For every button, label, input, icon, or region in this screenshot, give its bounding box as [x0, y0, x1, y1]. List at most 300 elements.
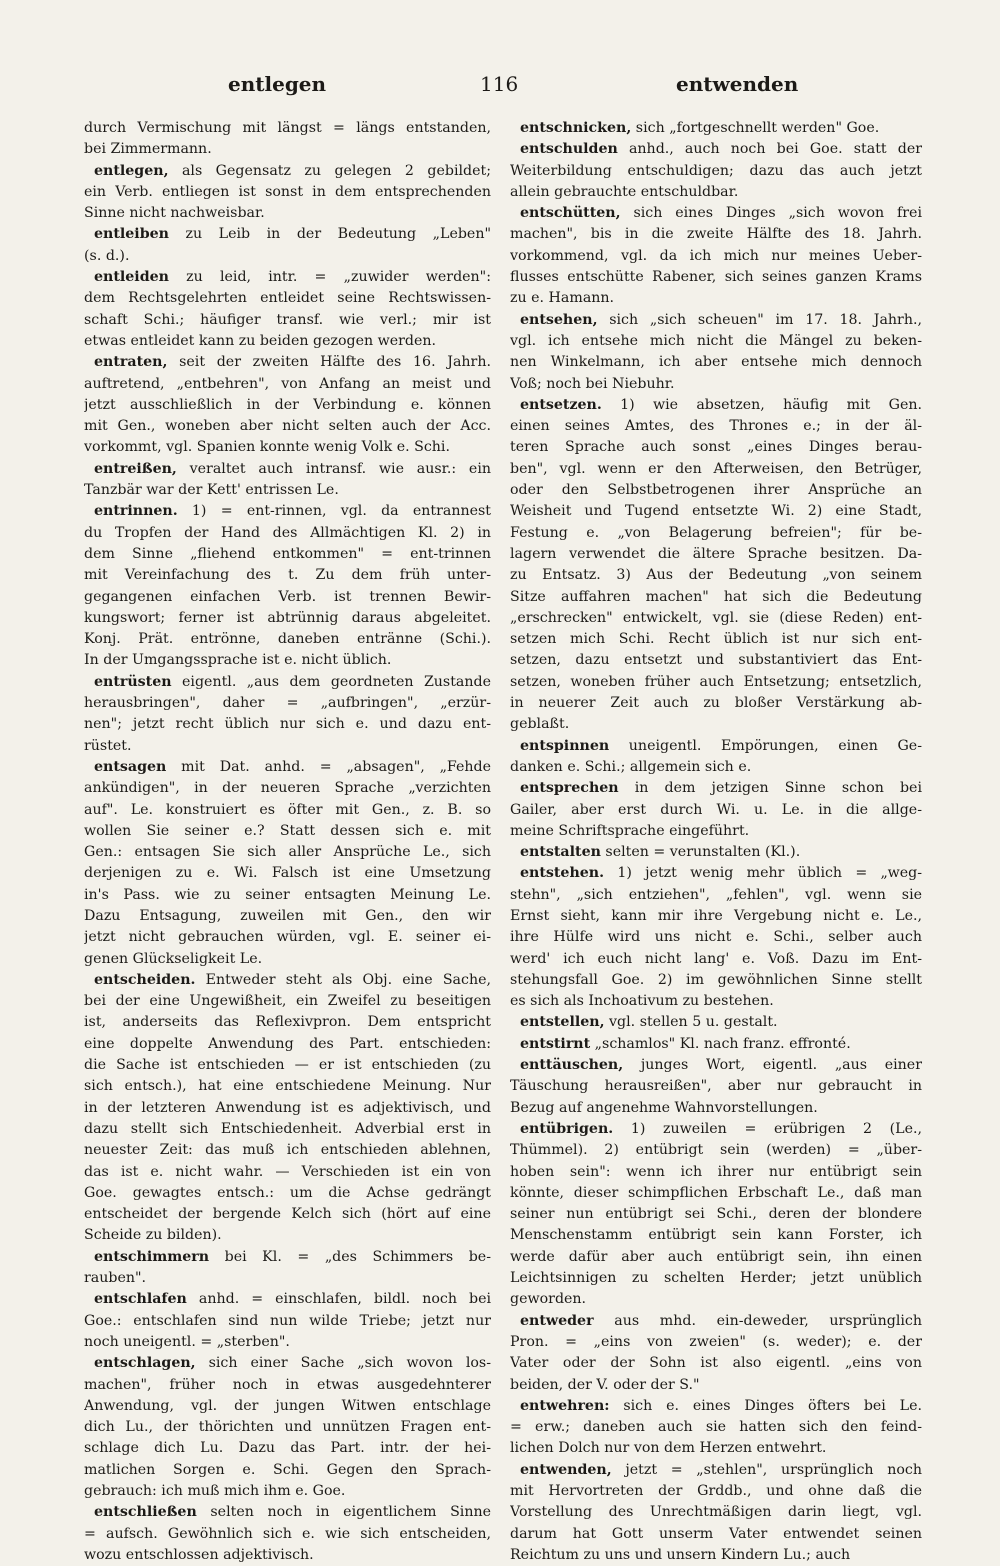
headword: enttäuschen,	[520, 1057, 624, 1074]
text-line	[510, 1162, 922, 1183]
entry-text: Täuschung herausreißen", aber nur gebraucht in	[510, 1078, 922, 1095]
entry-text: machen", bis in die zweite Hälfte des 18. Jahrh.	[510, 226, 922, 243]
entry-text: = erw.; daneben auch sie hatten sich den feind-	[510, 1419, 922, 1436]
entry-text: entscheidet der bergende Kelch sich (hört auf eine	[84, 1206, 491, 1223]
entry-text: geblaßt.	[510, 716, 570, 733]
entry-text: matlichen Sorgen e. Schi. Gegen den Sprach-	[84, 1461, 491, 1478]
text-line	[510, 800, 922, 821]
text-line	[84, 1481, 491, 1502]
headword: entsprechen	[520, 780, 619, 797]
entry-text: setzen, dazu entsetzt und substantiviert das Ent-	[510, 652, 922, 669]
text-line	[84, 182, 491, 203]
text-line	[84, 1353, 491, 1374]
text-line	[84, 714, 491, 735]
text-line	[84, 203, 491, 224]
text-line	[84, 1204, 491, 1225]
entry-text: vgl. stellen 5 u. gestalt.	[604, 1014, 778, 1031]
text-line	[510, 139, 922, 160]
text-line	[510, 1502, 922, 1523]
entry-text: Sinne nicht nachweisbar.	[84, 205, 265, 222]
text-line	[510, 331, 922, 352]
text-line	[84, 1268, 491, 1289]
entry-text: nen Winkelmann, ich aber entsehe mich dennoch	[510, 354, 922, 371]
text-line	[84, 161, 491, 182]
text-line	[84, 310, 491, 331]
text-line	[510, 970, 922, 991]
text-line	[510, 821, 922, 842]
entry-text: Gen.: entsagen Sie sich aller Ansprüche Le., sich	[84, 844, 491, 861]
text-line	[84, 821, 491, 842]
text-line	[84, 544, 491, 565]
text-line	[510, 1119, 922, 1140]
text-line	[84, 927, 491, 948]
headword: entscheiden.	[94, 971, 196, 988]
text-line	[510, 1076, 922, 1097]
entry-text: Weisheit und Tugend entsetzte Wi. 2) eine Stadt,	[510, 503, 922, 520]
entry-text: allein gebrauchte entschuldbar.	[510, 183, 739, 200]
entry-text: In der Umgangssprache ist e. nicht üblich.	[84, 652, 392, 669]
text-line	[84, 1524, 491, 1545]
headword: entstehen.	[520, 865, 605, 882]
text-line	[84, 778, 491, 799]
entry-text: Gailer, aber erst durch Wi. u. Le. in die allge-	[510, 801, 922, 818]
text-line	[510, 1375, 922, 1396]
text-line	[510, 352, 922, 373]
text-line	[510, 1183, 922, 1204]
text-line	[510, 587, 922, 608]
headword: entschulden	[520, 141, 618, 158]
entry-text: du Tropfen der Hand des Allmächtigen Kl. 2) in	[84, 524, 491, 541]
text-line	[84, 863, 491, 884]
text-line	[510, 1481, 922, 1502]
text-line	[84, 1098, 491, 1119]
text-line	[510, 885, 922, 906]
entry-text: noch uneigentl. = „sterben".	[84, 1333, 290, 1350]
text-line	[84, 757, 491, 778]
text-line	[84, 672, 491, 693]
text-line	[84, 437, 491, 458]
text-line	[510, 501, 922, 522]
text-line	[84, 118, 491, 139]
entry-text: veraltet auch intransf. wie ausr.: ein	[176, 460, 491, 477]
text-line	[84, 970, 491, 991]
entry-text: (s. d.).	[84, 247, 130, 264]
entry-text: in neuerer Zeit auch zu bloßer Verstärkung ab-	[510, 695, 922, 712]
text-line	[84, 1332, 491, 1353]
text-line	[510, 1438, 922, 1459]
entry-text: setzen mich Schi. Recht üblich ist nur sich ent-	[510, 631, 922, 648]
entry-text: „schamlos" Kl. nach franz. effronté.	[590, 1035, 851, 1052]
entry-text: Pron. = „eins von zweien" (s. weder); e. der	[510, 1333, 922, 1350]
entry-text: lichen Dolch nur von dem Herzen entwehrt.	[510, 1440, 827, 1457]
text-line	[84, 139, 491, 160]
entry-text: stehungsfall Goe. 2) im gewöhnlichen Sinne stellt	[510, 971, 922, 988]
entry-text: sich entsch.), hat eine entschiedene Meinung. Nur	[84, 1078, 491, 1095]
entry-text: Thümmel). 2) entübrigt sein (werden) = „über-	[510, 1142, 922, 1159]
text-line	[84, 1396, 491, 1417]
entry-text: ihre Hülfe wird uns nicht e. Schi., selber auch	[510, 929, 922, 946]
entry-text: 1) = ent-rinnen, vgl. da entrannest	[177, 503, 491, 520]
entry-text: sich eines Dinges „sich wovon frei	[620, 205, 922, 222]
entry-text: die Sache ist entschieden — er ist entschieden (zu	[84, 1057, 491, 1074]
entry-text: Leichtsinnigen zu schelten Herder; jetzt unüblich	[510, 1270, 922, 1287]
entry-text: derjenigen zu e. Wi. Falsch ist eine Umsetzung	[84, 865, 491, 882]
text-line	[84, 1375, 491, 1396]
headword: entschimmern	[94, 1248, 210, 1265]
text-line	[510, 927, 922, 948]
entry-text: Festung e. „von Belagerung befreien"; für be-	[510, 524, 922, 541]
entry-text: in der letzteren Anwendung ist es adjektivisch, und	[84, 1099, 491, 1116]
entry-text: schaft Schi.; häufiger transf. wie verl.; mir ist	[84, 311, 491, 328]
entry-text: auftretend, „entbehren", von Anfang an meist und	[84, 375, 491, 392]
entry-text: Tanzbär war der Kett' entrissen Le.	[84, 482, 339, 499]
entry-text: Weiterbildung entschuldigen; dazu das auch jetzt	[510, 162, 922, 179]
entry-text: Anwendung, vgl. der jungen Witwen entschlage	[84, 1397, 491, 1414]
text-line	[84, 1417, 491, 1438]
entry-text: zu Entsatz. 3) Aus der Bedeutung „von seinem	[510, 567, 922, 584]
text-line	[84, 885, 491, 906]
entry-text: durch Vermischung mit längst = längs entstanden,	[84, 120, 491, 136]
text-line	[84, 1460, 491, 1481]
text-line	[84, 1225, 491, 1246]
entry-text: Bezug auf angenehme Wahnvorstellungen.	[510, 1099, 818, 1116]
entry-text: oder den Selbstbetrogenen ihrer Ansprüche an	[510, 482, 922, 499]
text-line	[510, 1225, 922, 1246]
text-line	[84, 395, 491, 416]
text-line	[510, 565, 922, 586]
text-line	[84, 501, 491, 522]
text-line	[510, 395, 922, 416]
text-line	[510, 288, 922, 309]
text-line	[510, 1332, 922, 1353]
text-line	[84, 331, 491, 352]
entry-text: neuester Zeit: das muß ich entschieden ablehnen,	[84, 1142, 491, 1159]
text-line	[84, 693, 491, 714]
text-line	[510, 523, 922, 544]
entry-text: anhd. = einschlafen, bildl. noch bei	[186, 1291, 491, 1308]
text-line	[510, 118, 922, 139]
text-line	[510, 374, 922, 395]
text-line	[510, 1289, 922, 1310]
text-line	[510, 949, 922, 970]
text-line	[84, 736, 491, 757]
text-line	[510, 1268, 922, 1289]
text-line	[84, 224, 491, 245]
entry-text: vgl. ich entsehe mich nicht die Mängel zu beken-	[510, 332, 922, 349]
text-line	[510, 906, 922, 927]
entry-text: bei der eine Ungewißheit, ein Zweifel zu beseitigen	[84, 993, 491, 1010]
entry-text: beiden, der V. oder der S."	[510, 1376, 700, 1393]
entry-text: Dazu Entsagung, zuweilen mit Gen., den wir	[84, 907, 491, 924]
text-line	[84, 1140, 491, 1161]
entry-text: flusses entschütte Rabener, sich seines ganzen Krams	[510, 269, 922, 286]
entry-text: selten = verunstalten (Kl.).	[600, 844, 801, 861]
header-right-catchword: entwenden	[676, 72, 799, 96]
entry-text: Vorstellung des Unrechtmäßigen darin liegt, vgl.	[510, 1504, 922, 1521]
text-line	[84, 416, 491, 437]
entry-text: 1) wie absetzen, häufig mit Gen.	[601, 396, 922, 413]
text-line	[510, 203, 922, 224]
text-line	[510, 1034, 922, 1055]
entry-text: dazu stellt sich Entschiedenheit. Adverbial erst in	[84, 1120, 491, 1137]
headword: entstirnt	[520, 1035, 591, 1052]
entry-text: jetzt ausschließlich in der Verbindung e. können	[84, 396, 491, 413]
text-line	[84, 629, 491, 650]
entry-text: meine Schriftsprache eingeführt.	[510, 822, 750, 839]
entry-text: sich einer Sache „sich wovon los-	[195, 1355, 491, 1372]
entry-text: gebrauch: ich muß mich ihm e. Goe.	[84, 1483, 346, 1499]
entry-text: mit Hervortreten der Grddb., und ohne daß die	[510, 1483, 922, 1499]
text-line	[510, 1140, 922, 1161]
text-line	[510, 224, 922, 245]
entry-text: sich „sich scheuen" im 17. 18. Jahrh.,	[597, 311, 922, 328]
entry-text: es sich als Inchoativum zu bestehen.	[510, 993, 774, 1010]
text-line	[84, 1119, 491, 1140]
text-line	[510, 629, 922, 650]
entry-text: setzen, woneben früher auch Entsetzung; entsetzlich,	[510, 673, 922, 690]
headword: entstalten	[520, 844, 601, 861]
entry-text: kungswort; ferner ist abtrünnig daraus abgeleitet.	[84, 609, 491, 626]
text-line	[510, 714, 922, 735]
text-line	[84, 565, 491, 586]
entry-text: ein Verb. entliegen ist sonst in dem entsprechenden	[84, 183, 491, 200]
entry-text: in dem jetzigen Sinne schon bei	[618, 780, 922, 797]
entry-text: dem Rechtsgelehrten entleidet seine Rechtswissen-	[84, 290, 491, 307]
text-line	[510, 246, 922, 267]
text-line	[510, 267, 922, 288]
entry-text: herausbringen", daher = „aufbringen", „erzür-	[84, 695, 491, 712]
entry-text: Vater oder der Sohn ist also eigentl. „eins von	[510, 1355, 922, 1372]
page-number: 116	[480, 72, 519, 96]
text-line	[84, 288, 491, 309]
text-line	[84, 1311, 491, 1332]
text-line	[84, 906, 491, 927]
text-line	[84, 267, 491, 288]
headword: entreißen,	[94, 460, 177, 477]
text-line	[84, 1012, 491, 1033]
text-line	[84, 991, 491, 1012]
text-line	[510, 1524, 922, 1545]
entry-text: werd' ich euch nicht lang' e. Voß. Dazu im Ent-	[510, 950, 922, 967]
entry-text: uneigentl. Empörungen, einen Ge-	[609, 737, 922, 754]
entry-text: wollen Sie seiner e.? Statt dessen sich e. mit	[84, 822, 491, 839]
text-line	[510, 1353, 922, 1374]
headword: entschütten,	[520, 205, 621, 222]
entry-text: zu leid, intr. = „zuwider werden":	[168, 269, 491, 286]
entry-text: 1) jetzt wenig mehr üblich = „weg-	[604, 865, 922, 882]
text-line	[510, 1204, 922, 1225]
headword: entübrigen.	[520, 1120, 614, 1137]
text-line	[510, 757, 922, 778]
text-line	[510, 1311, 922, 1332]
entry-text: auf". Le. konstruiert es öfter mit Gen., z. B. so	[84, 801, 491, 818]
text-line	[510, 1055, 922, 1076]
text-line	[84, 246, 491, 267]
entry-text: bei Kl. = „des Schimmers be-	[209, 1248, 491, 1265]
text-line	[510, 1396, 922, 1417]
text-line	[510, 1417, 922, 1438]
entry-text: hoben sein": wenn ich ihrer nur entübrigt sein	[510, 1163, 922, 1180]
entry-text: eigentl. „aus dem geordneten Zustande	[171, 673, 491, 690]
entry-text: stehn", „sich entziehen", „fehlen", vgl. wenn sie	[510, 886, 922, 903]
entry-text: Voß; noch bei Niebuhr.	[510, 375, 675, 392]
entry-text: jetzt nicht gebrauchen würden, vgl. E. seiner ei-	[84, 929, 491, 946]
text-line	[84, 1055, 491, 1076]
text-line	[84, 1438, 491, 1459]
headword: entschlagen,	[94, 1355, 196, 1372]
headword: entweder	[520, 1312, 594, 1329]
entry-text: zu Leib in der Bedeutung „Leben"	[168, 226, 491, 243]
entry-text: vorkommend, vgl. da ich mich nur meines Ueber-	[510, 247, 922, 264]
text-line	[510, 182, 922, 203]
text-line	[84, 1502, 491, 1523]
text-line	[84, 608, 491, 629]
entry-text: machen", früher noch in etwas ausgedehnterer	[84, 1376, 491, 1393]
entry-text: mit Gen., woneben aber nicht selten auch der Acc.	[84, 418, 491, 435]
entry-text: könnte, dieser schimpflichen Erbschaft Le., daß man	[510, 1184, 922, 1201]
entry-text: Goe.: entschlafen sind nun wilde Triebe; jetzt nur	[84, 1312, 491, 1329]
text-line	[510, 1247, 922, 1268]
entry-text: gegangenen einfachen Verb. ist trennen Bewir-	[84, 588, 491, 605]
entry-text: bei Zimmermann.	[84, 141, 212, 158]
text-line	[84, 459, 491, 480]
text-line	[510, 842, 922, 863]
text-line	[510, 1545, 922, 1566]
entry-text: Entweder steht als Obj. eine Sache,	[195, 971, 491, 988]
text-line	[84, 949, 491, 970]
text-line	[84, 374, 491, 395]
headword: entwehren:	[520, 1397, 610, 1414]
headword: entrinnen.	[94, 503, 178, 520]
text-line	[84, 1545, 491, 1566]
headword: entstellen,	[520, 1014, 605, 1031]
headword: entlegen,	[94, 162, 169, 179]
text-line	[84, 1289, 491, 1310]
headword: entsehen,	[520, 311, 598, 328]
text-line	[510, 161, 922, 182]
entry-text: lagern verwendet die ältere Sprache besitzen. Da-	[510, 545, 922, 562]
text-line	[84, 650, 491, 671]
entry-text: Menschenstamm entübrigt sein kann Forster, ich	[510, 1227, 922, 1244]
entry-text: teren Sprache auch sonst „eines Dinges berau-	[510, 439, 922, 456]
entry-text: seiner nun entübrigt sei Schi., deren der blondere	[510, 1206, 922, 1223]
text-line	[510, 608, 922, 629]
headword: entleiben	[94, 226, 169, 243]
text-line	[510, 736, 922, 757]
text-line	[84, 800, 491, 821]
entry-text: danken e. Schi.; allgemein sich e.	[510, 758, 752, 775]
text-line	[84, 1034, 491, 1055]
entry-text: anhd., auch noch bei Goe. statt der	[617, 141, 922, 158]
text-line	[84, 1183, 491, 1204]
entry-text: rauben".	[84, 1270, 147, 1287]
entry-text: mit Dat. anhd. = „absagen", „Fehde	[166, 758, 491, 775]
text-line	[510, 544, 922, 565]
text-line	[510, 650, 922, 671]
headword: entschnicken,	[520, 120, 632, 136]
entry-text: „erschrecken" entwickelt, vgl. sie (diese Reden) ent-	[510, 609, 922, 626]
running-header	[0, 72, 1000, 102]
text-line	[84, 523, 491, 544]
entry-text: zu e. Hamann.	[510, 290, 615, 307]
headword: entraten,	[94, 354, 168, 371]
text-line	[510, 416, 922, 437]
entry-text: etwas entleidet kann zu beiden gezogen werden.	[84, 332, 437, 349]
entry-text: Konj. Prät. entrönne, daneben entränne (Schi.).	[84, 631, 491, 648]
entry-text: Scheide zu bilden).	[84, 1227, 222, 1244]
entry-text: schlage dich Lu. Dazu das Part. intr. der hei-	[84, 1440, 491, 1457]
entry-text: Reichtum zu uns und unsern Kindern Lu.; auch	[510, 1546, 851, 1563]
entry-text: Sitze auffahren machen" hat sich die Bedeutung	[510, 588, 922, 605]
headword: entsetzen.	[520, 396, 602, 413]
entry-text: ist, anderseits das Reflexivpron. Dem entspricht	[84, 1014, 491, 1031]
text-line	[510, 1098, 922, 1119]
entry-text: rüstet.	[84, 737, 132, 754]
text-line	[510, 480, 922, 501]
entry-text: darum hat Gott unserm Vater entwendet seinen	[510, 1525, 922, 1542]
text-line	[510, 1012, 922, 1033]
text-line	[510, 863, 922, 884]
text-line	[84, 480, 491, 501]
text-line	[84, 352, 491, 373]
entry-text: sich e. eines Dinges öfters bei Le.	[609, 1397, 922, 1414]
entry-text: dich Lu., der thörichten und unnützen Fragen ent-	[84, 1419, 491, 1436]
text-line	[510, 1460, 922, 1481]
entry-text: in's Pass. wie zu seiner entsagten Meinung Le.	[84, 886, 491, 903]
text-line	[510, 672, 922, 693]
entry-text: geworden.	[510, 1291, 587, 1308]
entry-text: dem Sinne „fliehend entkommen" = ent-trinnen	[84, 545, 491, 562]
headword: entspinnen	[520, 737, 610, 754]
text-line	[510, 310, 922, 331]
entry-text: Ernst sieht, kann mir ihre Vergebung nicht e. Le.,	[510, 907, 922, 924]
entry-text: Goe. gewagtes entsch.: um die Achse gedrängt	[84, 1184, 491, 1201]
text-line	[84, 1247, 491, 1268]
text-line	[510, 778, 922, 799]
headword: entrüsten	[94, 673, 172, 690]
entry-text: jetzt = „stehlen", ursprünglich noch	[611, 1461, 922, 1478]
entry-text: nen"; jetzt recht üblich nur sich e. und dazu ent-	[84, 716, 491, 733]
entry-text: werde dafür aber auch entübrigt sein, ihn einen	[510, 1248, 922, 1265]
entry-text: als Gegensatz zu gelegen 2 gebildet;	[168, 162, 491, 179]
entry-text: genen Glückseligkeit Le.	[84, 950, 263, 967]
entry-text: aus mhd. ein-deweder, ursprünglich	[593, 1312, 922, 1329]
right-column	[510, 118, 922, 1566]
headword: entschlafen	[94, 1291, 187, 1308]
entry-text: = aufsch. Gewöhnlich sich e. wie sich entscheiden,	[84, 1525, 491, 1542]
entry-text: seit der zweiten Hälfte des 16. Jahrh.	[167, 354, 491, 371]
entry-text: sich „fortgeschnellt werden" Goe.	[631, 120, 880, 136]
entry-text: vorkommt, vgl. Spanien konnte wenig Volk e. Schi.	[84, 439, 450, 456]
text-line	[510, 459, 922, 480]
text-line	[510, 437, 922, 458]
entry-text: junges Wort, eigentl. „aus einer	[623, 1057, 922, 1074]
entry-text: mit Vereinfachung des t. Zu dem früh unter-	[84, 567, 491, 584]
entry-text: wozu entschlossen adjektivisch.	[84, 1546, 314, 1563]
text-line	[84, 1076, 491, 1097]
text-line	[510, 991, 922, 1012]
entry-text: 1) zuweilen = erübrigen 2 (Le.,	[613, 1120, 922, 1137]
text-line	[84, 587, 491, 608]
entry-text: ben", vgl. wenn er den Afterweisen, den Betrüger,	[510, 460, 922, 477]
entry-text: einen seines Amtes, des Thrones e.; in der äl-	[510, 418, 922, 435]
text-line	[84, 1162, 491, 1183]
headword: entschließen	[94, 1504, 197, 1521]
headword: entleiden	[94, 269, 169, 286]
entry-text: eine doppelte Anwendung des Part. entschieden:	[84, 1035, 491, 1052]
text-line	[510, 693, 922, 714]
text-line	[84, 842, 491, 863]
